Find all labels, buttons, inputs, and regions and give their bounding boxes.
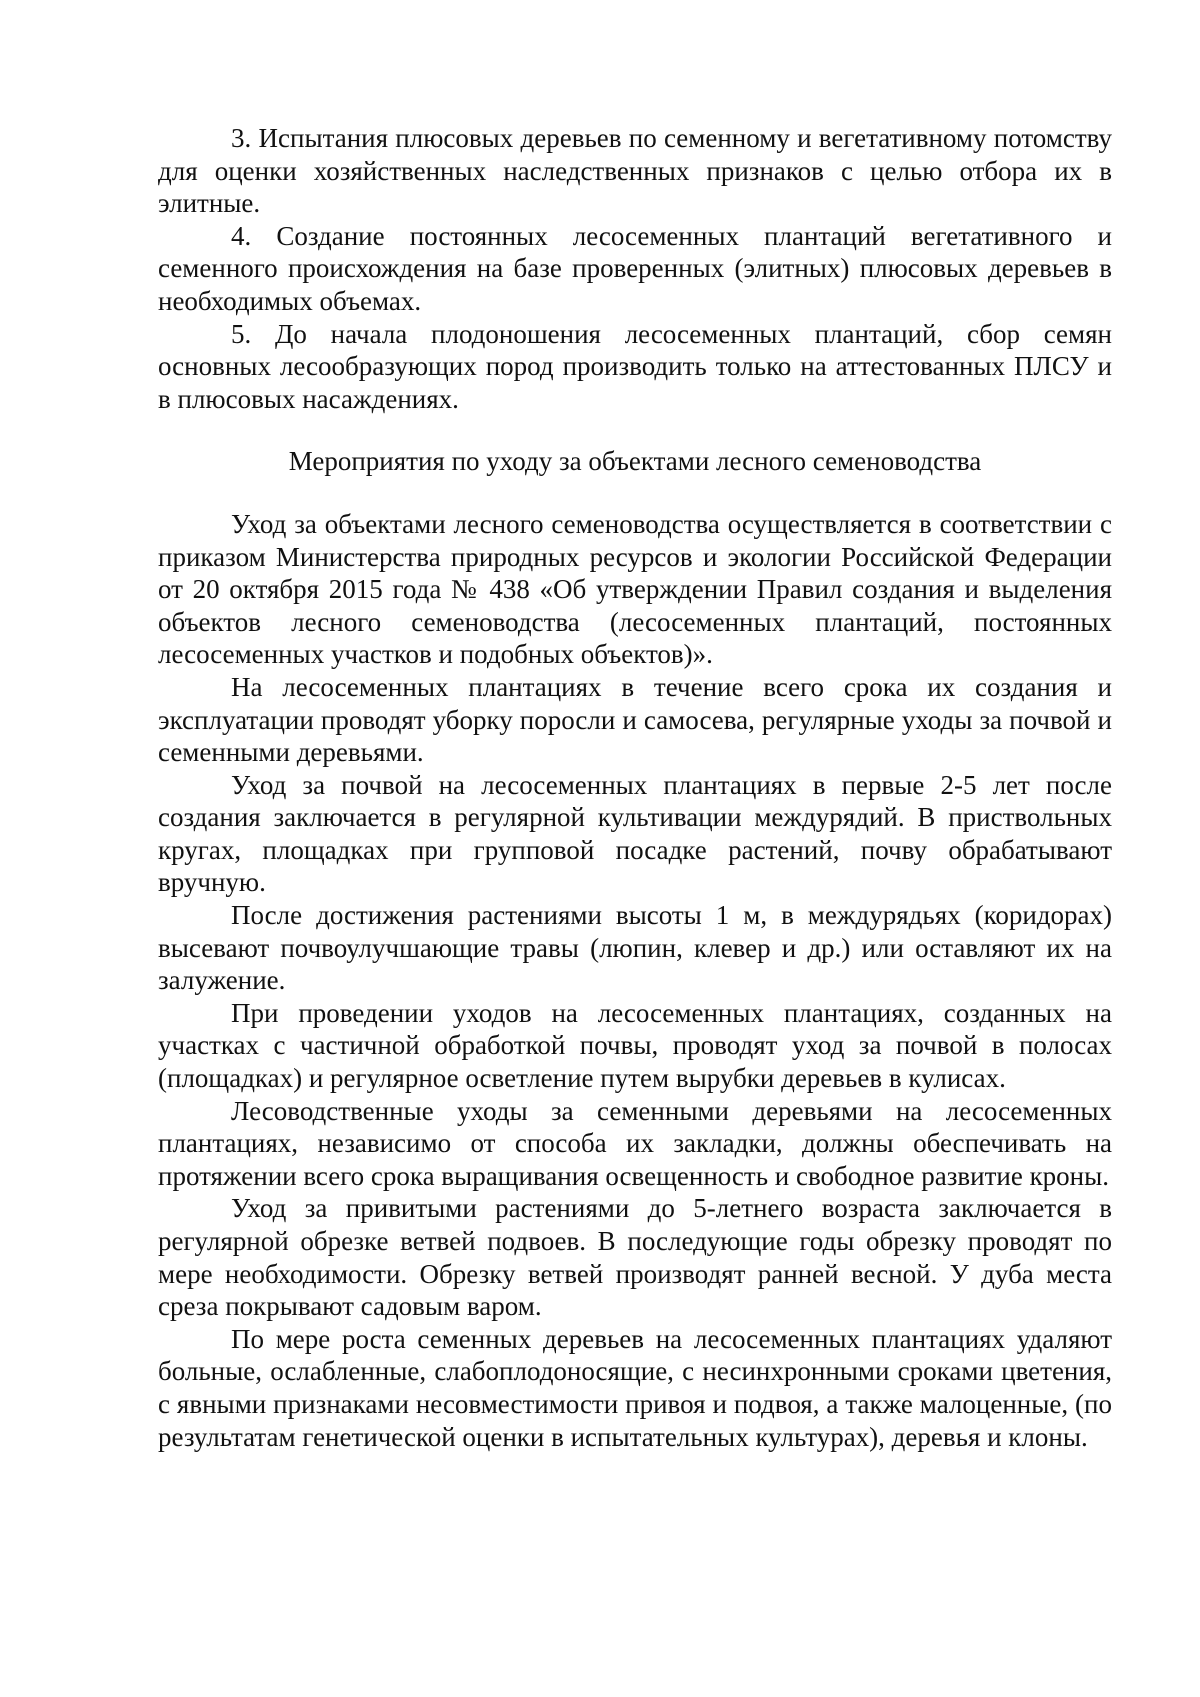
- paragraph-soil-care: Уход за почвой на лесосеменных плантациях в первые 2-5 лет после создания заключается в регулярной культивации междурядий. В приствольных кругах, площадках при групповой посадке растений, почву обрабатывают вручную.: [158, 769, 1112, 898]
- paragraph-tree-removal: По мере роста семенных деревьев на лесосеменных плантациях удаляют больные, ослабленные, слабоплодоносящие, с несинхронными сроками цветения, с явными признаками несовместимости привоя и подвоя, а также малоценные, (по результатам генетической оценки в испытательных культурах), деревья и клоны.: [158, 1323, 1112, 1452]
- paragraph-silvicultural-care: Лесоводственные уходы за семенными деревьями на лесосеменных плантациях, независимо от способа их закладки, должны обеспечивать на протяжении всего срока выращивания освещенность и свободное развитие кроны.: [158, 1095, 1112, 1191]
- document-body: [158, 122, 1112, 1453]
- list-item-5: 5. До начала плодоношения лесосеменных плантаций, сбор семян основных лесообразующих пород производить только на аттестованных ПЛСУ и в плюсовых насаждениях.: [158, 318, 1112, 414]
- paragraph-care-regulation: Уход за объектами лесного семеноводства осуществляется в соответствии с приказом Министерства природных ресурсов и экологии Российской Федерации от 20 октября 2015 года № 438 «Об утверждении Правил создания и выделения объектов лесного семеноводства (лесосеменных плантаций, постоянных лесосеменных участков и подобных объектов)».: [158, 508, 1112, 670]
- list-item-3: 3. Испытания плюсовых деревьев по семенному и вегетативному потомству для оценки хозяйственных наследственных признаков с целью отбора их в элитные.: [158, 123, 1112, 219]
- paragraph-plantation-maintenance: На лесосеменных плантациях в течение всего срока их создания и эксплуатации проводят уборку поросли и самосева, регулярные уходы за почвой и семенными деревьями.: [158, 671, 1112, 768]
- paragraph-grafted-plants: Уход за привитыми растениями до 5-летнего возраста заключается в регулярной обрезке ветвей подвоев. В последующие годы обрезку проводят по мере необходимости. Обрезку ветвей производят ранней весной. У дуба места среза покрывают садовым варом.: [158, 1193, 1112, 1322]
- paragraph-grass-sowing: После достижения растениями высоты 1 м, в междурядьях (коридорах) высевают почвоулучшающие травы (люпин, клевер и др.) или оставляют их на залужение.: [158, 900, 1112, 996]
- paragraph-partial-tillage: При проведении уходов на лесосеменных плантациях, созданных на участках с частичной обработкой почвы, проводят уход за почвой в полосах (площадках) и регулярное осветление путем вырубки деревьев в кулисах.: [158, 997, 1112, 1094]
- list-item-4: 4. Создание постоянных лесосеменных плантаций вегетативного и семенного происхождения на базе проверенных (элитных) плюсовых деревьев в необходимых объемах.: [158, 220, 1112, 316]
- section-heading: Мероприятия по уходу за объектами лесного семеноводства: [288, 446, 982, 477]
